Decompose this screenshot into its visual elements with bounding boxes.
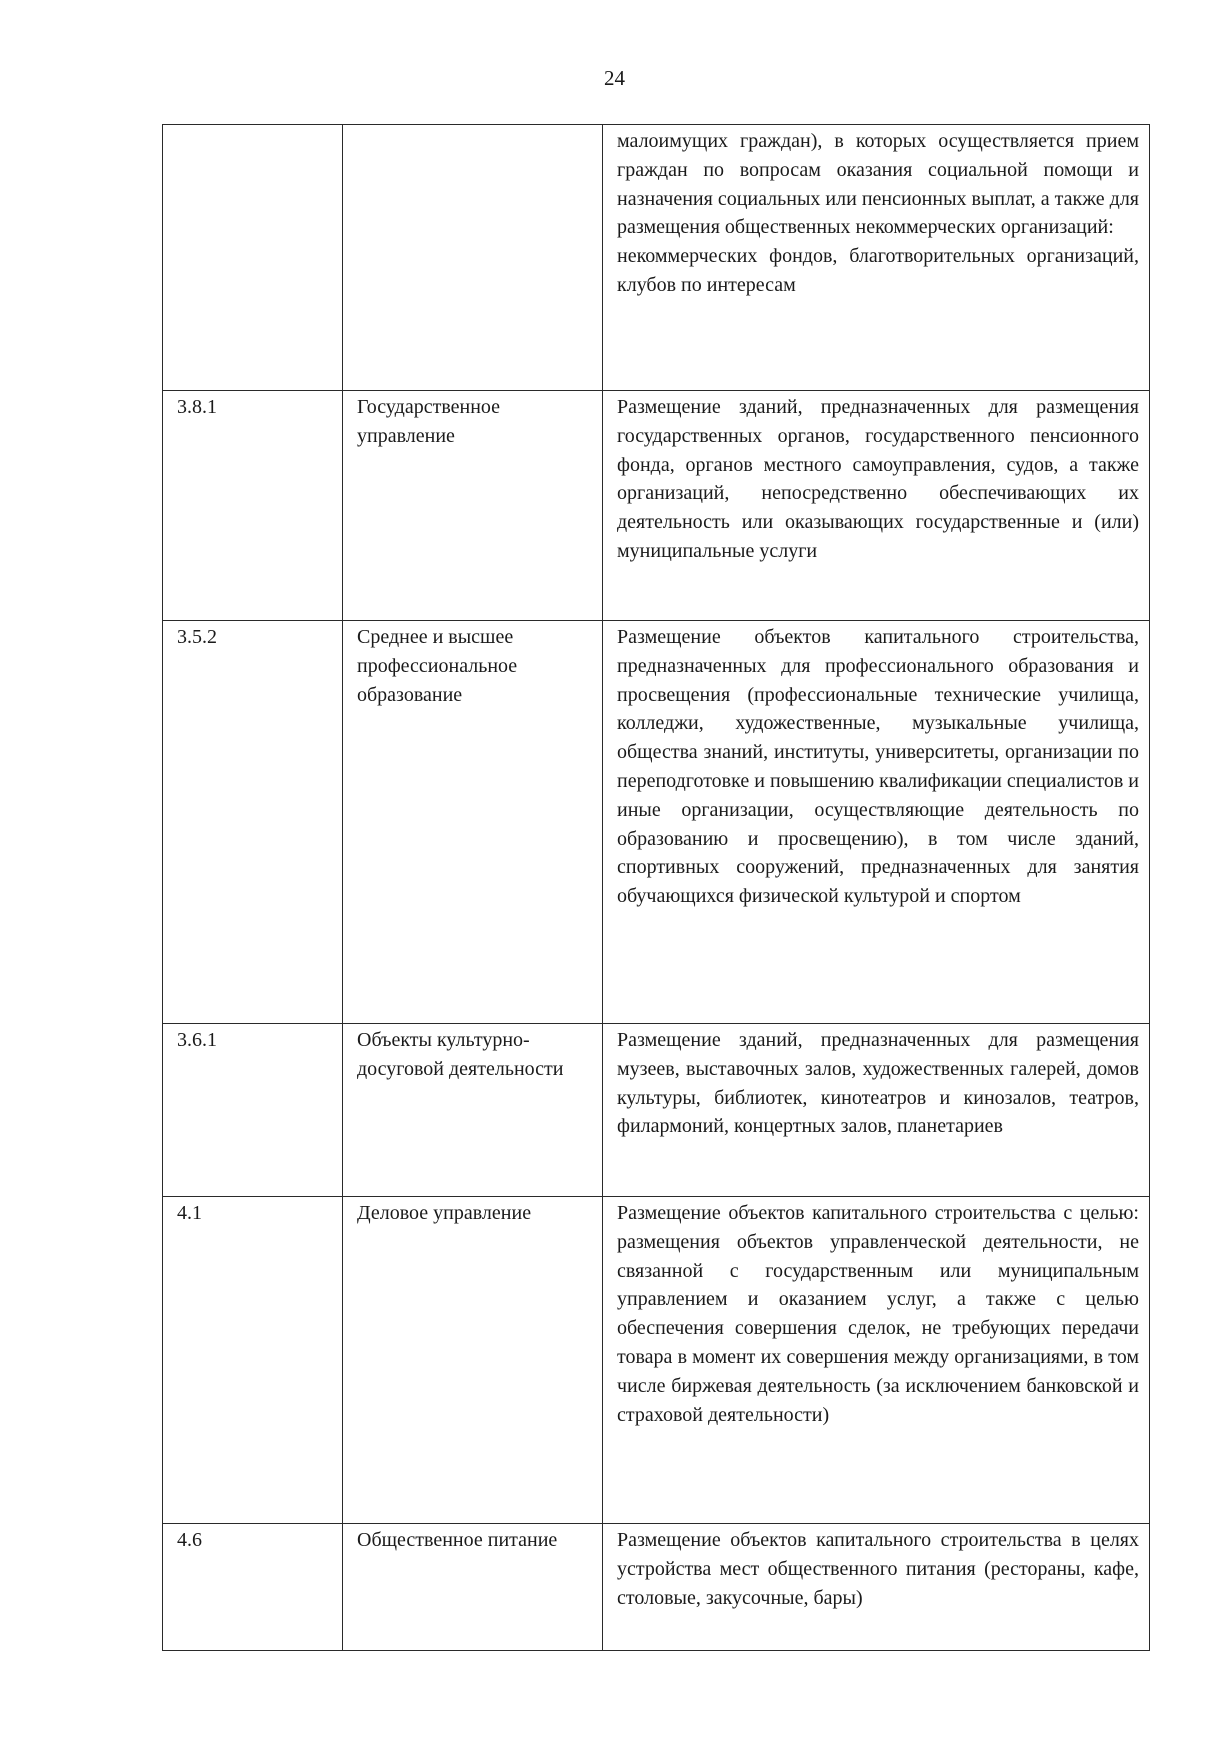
- row-name-cell: [343, 125, 603, 391]
- table-row: [163, 125, 1150, 391]
- description-paragraph: Размещение зданий, предназначенных для размещения музеев, выставочных залов, художественных галерей, домов культуры, библиотек, кинотеатров и кинозалов, театров, филармоний, концертных залов, планетариев: [617, 1029, 1139, 1138]
- row-code-cell: 4.1: [163, 1197, 343, 1524]
- table-row: [163, 391, 1150, 621]
- row-description-cell: [603, 1524, 1150, 1651]
- table-row: [163, 1197, 1150, 1524]
- land-use-table: [162, 124, 1150, 1651]
- row-name-cell: Объекты культурно-досуговой деятельности: [343, 1024, 603, 1197]
- row-code-cell: 4.6: [163, 1524, 343, 1651]
- row-description-cell: [603, 1024, 1150, 1197]
- row-code-cell: 3.8.1: [163, 391, 343, 621]
- description-paragraph: Размещение зданий, предназначенных для размещения государственных органов, государственного пенсионного фонда, органов местного самоуправления, судов, а также организаций, непосредственно обеспечивающих их деятельность или оказывающих государственные и (или) муниципальные услуги: [617, 396, 1139, 562]
- description-paragraph: некоммерческих фондов, благотворительных организаций, клубов по интересам: [617, 245, 1139, 296]
- row-name-cell: Деловое управление: [343, 1197, 603, 1524]
- description-paragraph: малоимущих граждан), в которых осуществляется прием граждан по вопросам оказания социальной помощи и назначения социальных или пенсионных выплат, а также для размещения общественных некоммерческих организаций:: [617, 130, 1139, 239]
- description-paragraph: Размещение объектов капитального строительства, предназначенных для профессионального образования и просвещения (профессиональные технические училища, колледжи, художественные, музыкальные училища, общества знаний, институты, университеты, организации по переподготовке и повышению квалификации специалистов и иные организации, осуществляющие деятельность по образованию и просвещению), в том числе зданий, спортивных сооружений, предназначенных для занятия обучающихся физической культурой и спортом: [617, 626, 1139, 908]
- row-code-cell: [163, 125, 343, 391]
- page-number: 24: [604, 66, 625, 90]
- table-row: [163, 1524, 1150, 1651]
- table-row: [163, 621, 1150, 1024]
- row-name-cell: Общественное питание: [343, 1524, 603, 1651]
- row-description-cell: [603, 621, 1150, 1024]
- row-name-cell: Государственное управление: [343, 391, 603, 621]
- row-description-cell: [603, 125, 1150, 391]
- row-code-cell: 3.6.1: [163, 1024, 343, 1197]
- description-paragraph: Размещение объектов капитального строительства в целях устройства мест общественного питания (рестораны, кафе, столовые, закусочные, бары): [617, 1529, 1139, 1609]
- description-paragraph: Размещение объектов капитального строительства с целью: размещения объектов управленческой деятельности, не связанной с государственным или муниципальным управлением и оказанием услуг, а также с целью обеспечения совершения сделок, не требующих передачи товара в момент их совершения между организациями, в том числе биржевая деятельность (за исключением банковской и страховой деятельности): [617, 1202, 1139, 1426]
- table-row: [163, 1024, 1150, 1197]
- row-code-cell: 3.5.2: [163, 621, 343, 1024]
- row-name-cell: Среднее и высшее профессиональное образование: [343, 621, 603, 1024]
- row-description-cell: [603, 1197, 1150, 1524]
- row-description-cell: [603, 391, 1150, 621]
